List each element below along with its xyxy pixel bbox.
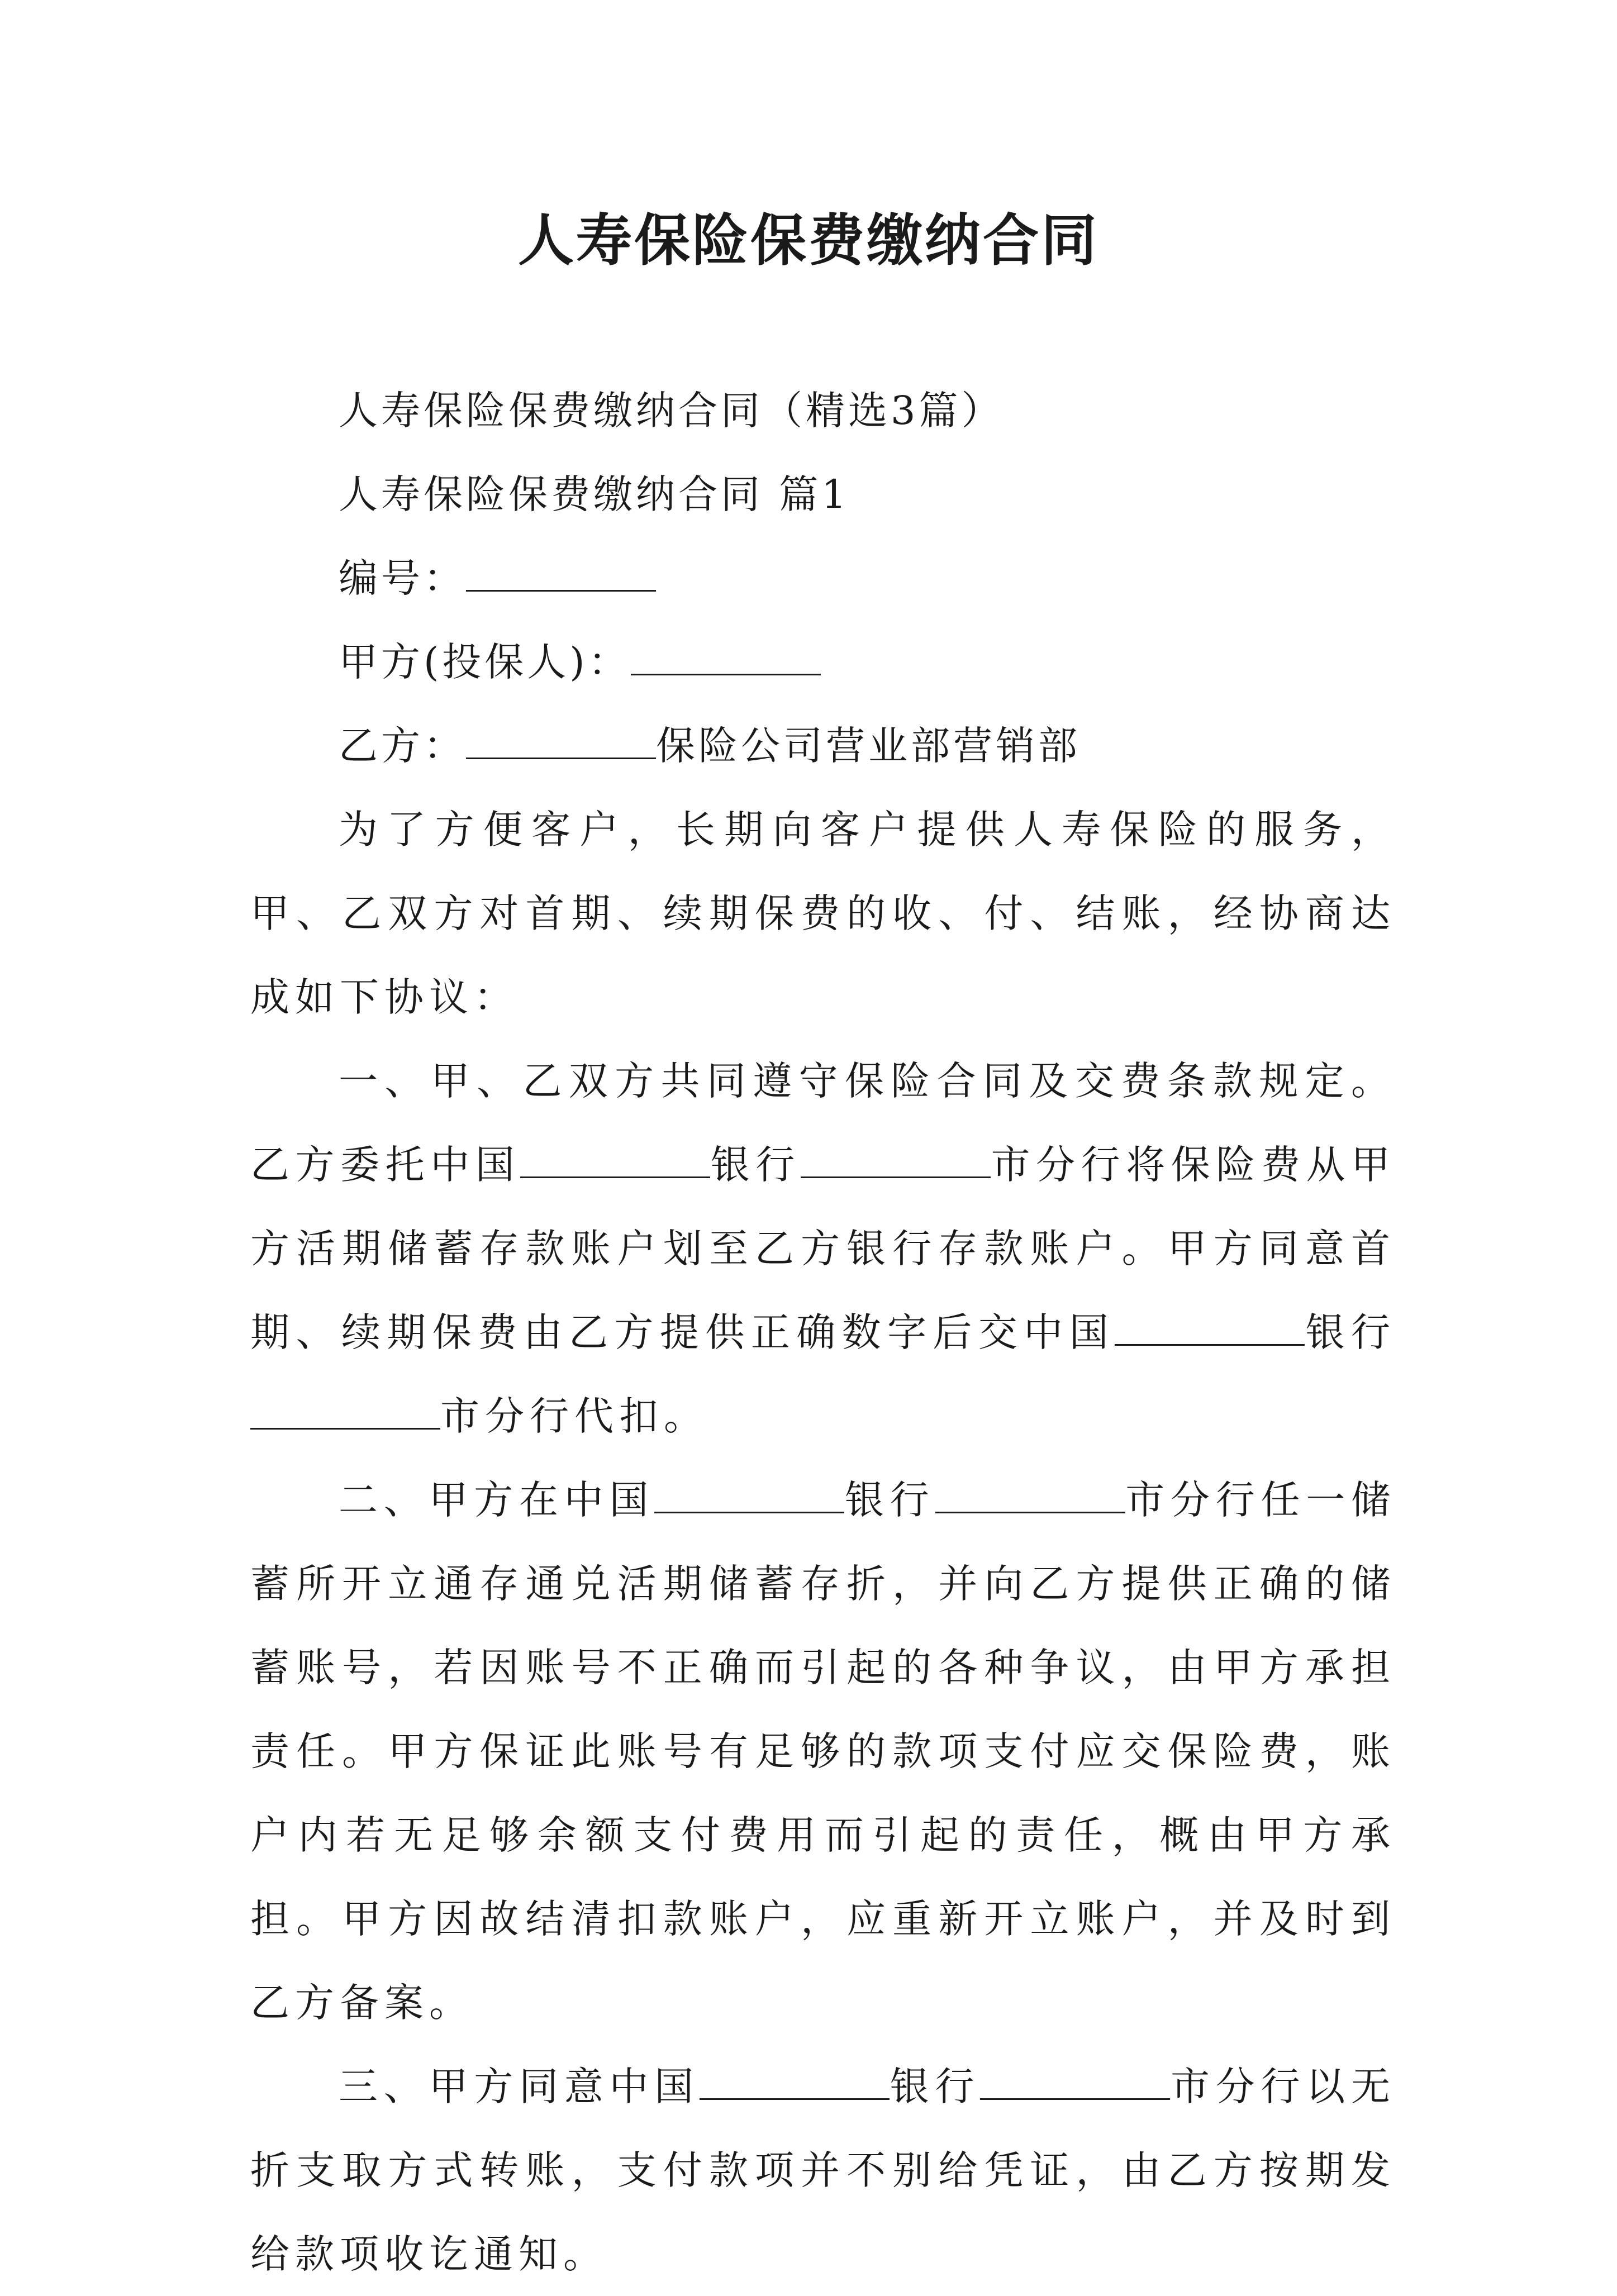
field-party-b <box>250 704 1396 788</box>
clause2-text-c: 市分行任一储蓄所开立通存通兑活期储蓄存折，并向乙方提供正确的储蓄账号，若因账号不正确而引起的各种争议，由甲方承担责任。甲方保证此账号有足够的款项支付应交保险费，账户内若无足够余额支付费用而引起的责任，概由甲方承担。甲方因故结清扣款账户，应重新开立账户，并及时到乙方备案。 <box>250 1477 1396 2026</box>
clause1-text-b: 银行 <box>710 1142 801 1188</box>
clause1-text-e: 市分行代扣。 <box>440 1393 708 1439</box>
clause1-blank-1 <box>520 1143 710 1178</box>
document-body <box>250 369 1396 2296</box>
clause2-text-b: 银行 <box>844 1477 935 1523</box>
clause1-text-c: 市分行将保险费从甲方活期储蓄存款账户划至乙方银行存款账户。甲方同意首期、续期保费由乙方提供正确数字后交中国 <box>250 1142 1396 1355</box>
number-label: 编号： <box>339 555 466 601</box>
party-b-suffix: 保险公司营业部营销部 <box>656 723 1081 769</box>
clause2-blank-2 <box>935 1478 1125 1513</box>
clause2-blank-1 <box>654 1478 844 1513</box>
clause1-text-d: 银行 <box>1305 1309 1396 1355</box>
clause-2 <box>250 1458 1396 2045</box>
intro-paragraph: 为了方便客户，长期向客户提供人寿保险的服务，甲、乙双方对首期、续期保费的收、付、结账，经协商达成如下协议： <box>250 807 1396 1020</box>
document-title: 人寿保险保费缴纳合同 <box>518 207 1099 273</box>
clause3-text-a: 三、甲方同意中国 <box>339 2064 700 2109</box>
party-a-blank <box>631 640 821 675</box>
number-blank <box>466 556 656 592</box>
clause3-text-b: 银行 <box>890 2064 981 2109</box>
section-heading: 人寿保险保费缴纳合同 篇1 <box>339 471 850 517</box>
clause3-text-c: 市分行以无折支取方式转账，支付款项并不别给凭证，由乙方按期发给款项收讫通知。 <box>250 2064 1396 2277</box>
clause2-text-a: 二、甲方在中国 <box>339 1477 655 1523</box>
clause1-blank-2 <box>801 1143 991 1178</box>
clause-1 <box>250 1039 1396 1458</box>
field-number <box>250 536 1396 620</box>
clause3-blank-2 <box>980 2065 1170 2100</box>
clause1-blank-3 <box>1115 1311 1305 1346</box>
clause1-text-a: 一、甲、乙双方共同遵守保险合同及交费条款规定。乙方委托中国 <box>250 1058 1396 1188</box>
party-b-blank <box>466 724 656 759</box>
party-a-label: 甲方(投保人)： <box>339 639 631 685</box>
field-party-a <box>250 620 1396 704</box>
clause1-blank-4 <box>250 1394 440 1430</box>
subtitle: 人寿保险保费缴纳合同（精选3篇） <box>339 388 1004 434</box>
party-b-label: 乙方： <box>339 723 466 769</box>
clause-3 <box>250 2045 1396 2296</box>
clause3-blank-1 <box>700 2065 890 2100</box>
